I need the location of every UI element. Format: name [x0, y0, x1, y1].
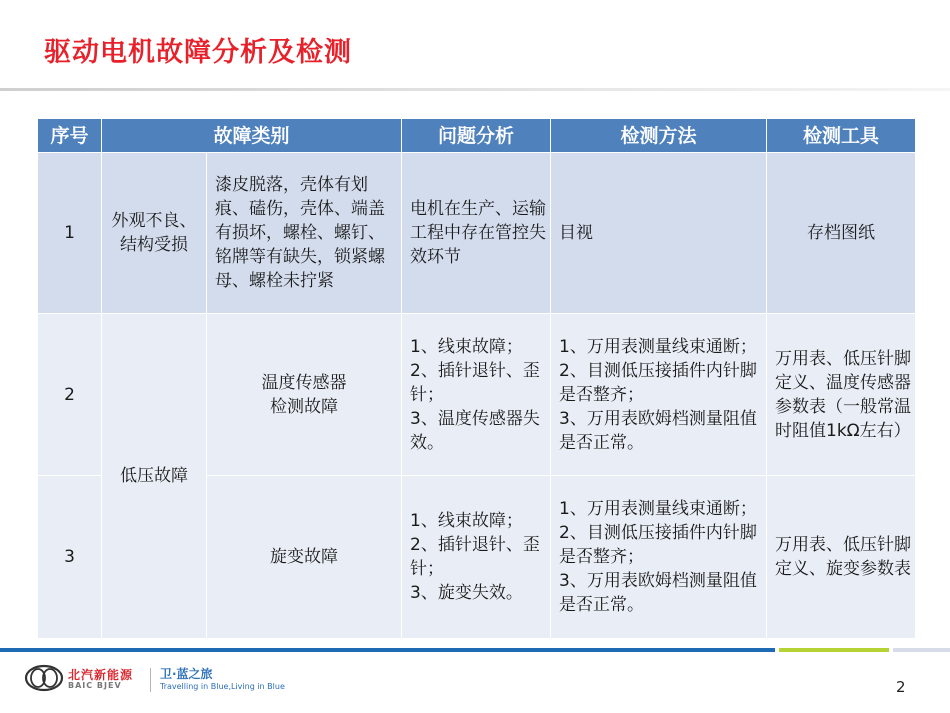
problem-analysis: 电机在生产、运输工程中存在管控失效环节: [402, 153, 551, 314]
footer-bar-light: [893, 648, 950, 652]
table-header-row: [38, 119, 916, 153]
page-title: 驱动电机故障分析及检测: [44, 37, 352, 68]
row-index: 3: [38, 476, 102, 639]
fault-category: 外观不良、 结构受损: [102, 153, 207, 314]
row-index: 2: [38, 314, 102, 476]
detection-tool: 万用表、低压针脚定义、旋变参数表: [767, 476, 916, 639]
table-row: [38, 153, 916, 314]
fault-detail: 温度传感器 检测故障: [207, 314, 402, 476]
detection-method: 目视: [551, 153, 767, 314]
header-category: 故障类别: [102, 119, 402, 153]
header-tool: 检测工具: [767, 119, 916, 153]
header-analysis: 问题分析: [402, 119, 551, 153]
detection-method: 1、万用表测量线束通断； 2、目测低压接插件内针脚是否整齐； 3、万用表欧姆档测量阻值是否正常。: [551, 476, 767, 639]
slogan-cn: 卫·蓝之旅: [160, 667, 213, 681]
table-row: [38, 314, 916, 476]
brand-name-cn: 北汽新能源: [68, 668, 134, 682]
fault-detail: 漆皮脱落，壳体有划痕、磕伤，壳体、端盖有损坏，螺栓、螺钉、铭牌等有缺失，锁紧螺母、螺栓未拧紧: [207, 153, 402, 314]
title-divider: [0, 88, 950, 91]
fault-detail: 旋变故障: [207, 476, 402, 639]
footer-bar-lime: [779, 648, 889, 652]
slogan-en: Travelling in Blue,Living in Blue: [160, 682, 285, 691]
detection-tool: 万用表、低压针脚定义、温度传感器参数表（一般常温时阻值1kΩ左右）: [767, 314, 916, 476]
fault-table: [37, 118, 916, 639]
brand-logo-icon: [24, 664, 64, 692]
footer-bar-blue: [0, 648, 775, 652]
header-index: 序号: [38, 119, 102, 153]
problem-analysis: 1、线束故障； 2、插针退针、歪针； 3、旋变失效。: [402, 476, 551, 639]
detection-tool: 存档图纸: [767, 153, 916, 314]
row-index: 1: [38, 153, 102, 314]
detection-method: 1、万用表测量线束通断； 2、目测低压接插件内针脚是否整齐； 3、万用表欧姆档测量阻值是否正常。: [551, 314, 767, 476]
header-method: 检测方法: [551, 119, 767, 153]
footer-divider: [150, 668, 151, 692]
page-number: 2: [896, 678, 906, 696]
problem-analysis: 1、线束故障； 2、插针退针、歪针； 3、温度传感器失效。: [402, 314, 551, 476]
brand-name-en: BAIC BJEV: [68, 681, 122, 690]
fault-category: 低压故障: [102, 314, 207, 639]
